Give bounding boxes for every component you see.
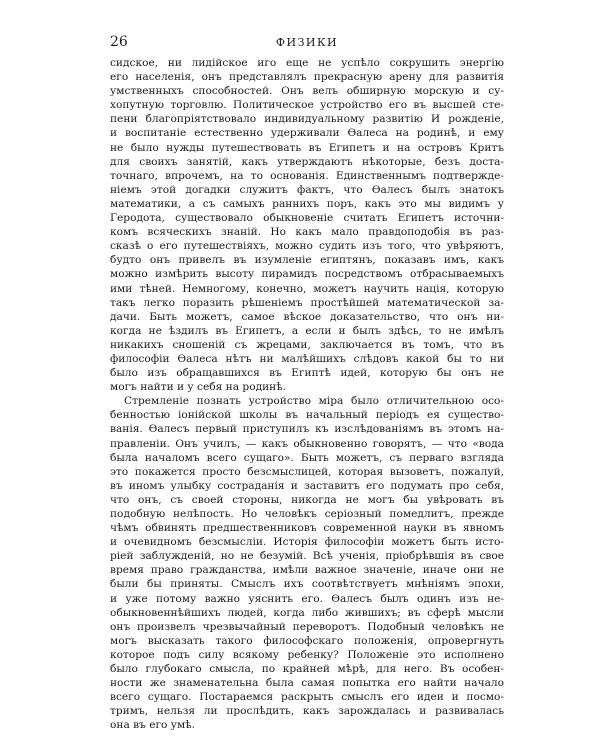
text-line: сидское, ни лидійское иго еще не успѣло сокрушить энергію: [110, 57, 504, 69]
text-line: и воспитаніе естественно удерживали Өалеса на родинѣ, и ему: [110, 127, 504, 140]
text-line: и уже потому важно уяснить его. Өалесъ былъ одинъ изъ не-: [110, 592, 504, 605]
text-line: точнаго, впрочемъ, на то основанія. Единственнымъ подтвержде-: [110, 169, 504, 182]
text-line: сказѣ о его путешествіяхъ, можно судить изъ того, что увѣряютъ,: [110, 240, 504, 253]
text-line: ріей заблужденій, но не безумій. Всѣ ученія, пріобрѣвшія въ свое: [110, 550, 504, 563]
text-line: которое подъ силу всякому ребенку? Положеніе это исполнено: [110, 648, 504, 661]
text-line: могъ найти и у себя на родинѣ.: [110, 381, 286, 394]
text-line: онъ произвелъ чрезвычайный переворотъ. Подобный человѣкъ не: [110, 620, 504, 633]
text-line: ванія. Өалесъ первый приступилъ къ изслѣдованіямъ въ этомъ на-: [110, 423, 504, 436]
text-line: время право гражданства, имѣли важное значеніе, иначе они не: [110, 564, 504, 577]
text-line: пени благопріятствовало индивидуальному развитію И рожденіе,: [110, 113, 504, 126]
text-line: чѣмъ обвинять предшественниковъ современной науки въ явномъ: [110, 522, 504, 535]
text-line: бенностью іонійской школы въ начальный періодъ ея существо-: [110, 409, 504, 422]
text-line: всего сущаго. Постараемся раскрыть смыслъ его идеи и посмо-: [110, 691, 504, 704]
text-line: въ иномъ улыбку состраданія и заставитъ его подумать про себя,: [110, 479, 504, 492]
text-line: никакихъ сношеній съ жрецами, заключается въ томъ, что въ: [110, 338, 504, 351]
text-line: философіи Өалеса нѣтъ ни малѣйшихъ слѣдовъ какой бы то ни: [110, 352, 504, 365]
page-number: 26: [110, 34, 128, 50]
text-line: хопутную торговлю. Политическое устройство его въ высшей сте-: [110, 99, 504, 112]
text-line: математики, а съ самыхъ раннихъ поръ, какъ это мы видимъ у: [110, 197, 504, 210]
text-line: были бы приняты. Смыслъ ихъ соотвѣтствуетъ мнѣніямъ эпохи,: [110, 578, 504, 591]
text-line: не было нужды путешествовать въ Египетъ и на островъ Критъ: [110, 141, 504, 154]
text-line: было глубокаго смысла, по крайней мѣрѣ, для него. Въ особен-: [110, 663, 504, 676]
text-line: и очевидномъ безсмысліи. Исторія философіи можетъ быть исто-: [110, 536, 504, 549]
text-line: ности же знаменательна была самая попытка его найти начало: [110, 677, 504, 690]
text-line: будто онъ привелъ въ изумленіе египтянъ, показавъ имъ, какъ: [110, 254, 504, 267]
text-line: тримъ, нельзя ли прослѣдить, какъ зарождалась и развивалась: [110, 705, 504, 718]
text-line: когда не ѣздилъ въ Египетъ, а если и былъ здѣсь, то не имѣлъ: [110, 324, 504, 337]
text-line: что онъ, съ своей стороны, никогда не могъ бы увѣровать въ: [110, 493, 504, 506]
paragraph: [110, 394, 504, 732]
text-line: комъ всяческихъ знаній. Но какъ мало правдоподобія въ раз-: [110, 226, 504, 239]
page-header: [110, 34, 504, 54]
text-line: Геродота, существовало обыкновеніе считать Египетъ источни-: [110, 212, 504, 225]
text-line: его населенія, онъ представлялъ прекрасную арену для развитія: [110, 71, 504, 84]
text-line: Стремленіе познать устройство міра было отличительною осо-: [124, 395, 504, 408]
text-line: ніемъ этой догадки служитъ фактъ, что Өалесъ былъ знатокъ: [110, 183, 504, 196]
text-line: это покажется просто безсмыслицей, которая вызоветъ, пожалуй,: [110, 465, 504, 478]
text-line: умственныхъ способностей. Онъ велъ обширную морскую и су-: [110, 85, 504, 98]
text-line: можно измѣрить высоту пирамидъ посредствомъ отбрасываемыхъ: [110, 268, 504, 281]
paragraph: [110, 56, 504, 394]
body-text: [110, 56, 504, 733]
text-line: такъ легко поразить рѣшеніемъ простѣйшей математической за-: [110, 296, 504, 309]
text-line: подобную нелѣпость. Но человѣкъ серіозный помедлитъ, прежде: [110, 508, 504, 520]
text-line: была началомъ всего сущаго». Быть можетъ, съ перваго взгляда: [110, 451, 504, 464]
text-line: ими тѣней. Немногому, конечно, можетъ научить нація, которую: [110, 282, 504, 295]
text-line: правленіи. Онъ училъ, — какъ обыкновенно говорятъ, — что «вода: [110, 437, 504, 450]
text-line: дачи. Быть можетъ, самое вѣское доказательство, что онъ ни-: [110, 310, 504, 323]
text-line: она въ его умѣ.: [110, 719, 195, 732]
text-line: обыкновеннѣйшихъ людей, когда либо жившихъ; въ сферѣ мысли: [110, 606, 504, 619]
text-line: могъ высказать такого философскаго положенія, опровергнуть: [110, 634, 504, 647]
text-line: было изъ обращавшихся въ Египтѣ идей, которую бы онъ не: [110, 367, 504, 380]
running-title: ФИЗИКИ: [275, 36, 339, 49]
text-line: для своихъ занятій, какъ утверждаютъ нѣкоторые, безъ доста-: [110, 155, 504, 168]
